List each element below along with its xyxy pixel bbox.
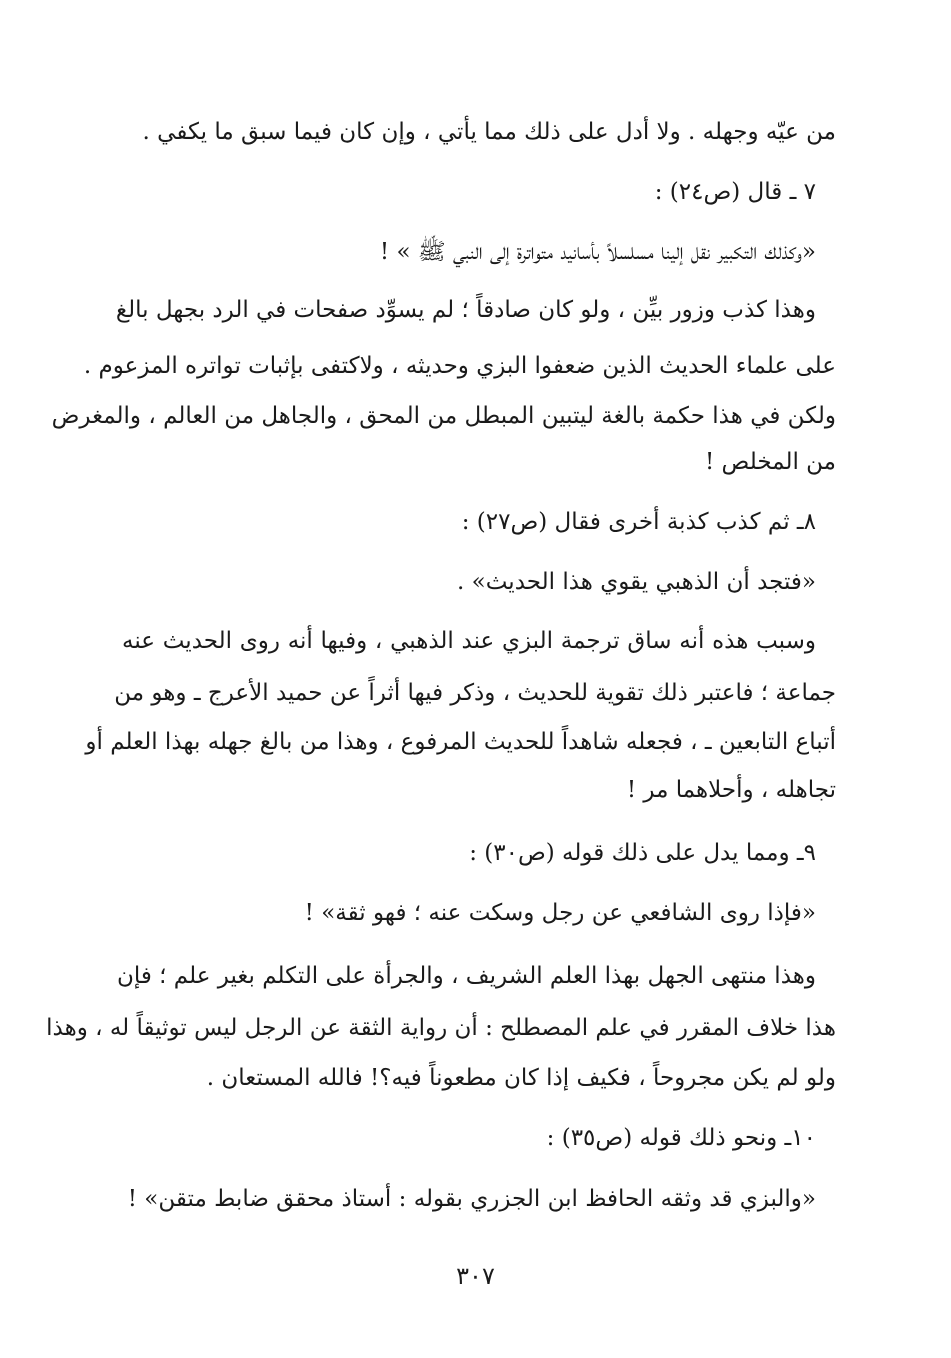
text-line-6: ولكن في هذا حكمة بالغة ليتبين المبطل من المحق ، والجاهل من العالم ، والمغرض: [51, 403, 836, 429]
text-line-11: جماعة ؛ فاعتبر ذلك تقوية للحديث ، وذكر فيها أثراً عن حميد الأعرج ـ وهو من: [114, 680, 836, 706]
section-heading-10: ١٠ـ ونحو ذلك قوله (ص٣٥) :: [546, 1125, 816, 1151]
section-heading-8: ٨ـ ثم كذب كذبة أخرى فقال (ص٢٧) :: [461, 509, 816, 535]
text-line-18: ولو لم يكن مجروحاً ، فكيف إذا كان مطعوناً فيه؟! فالله المستعان .: [206, 1065, 836, 1091]
section-heading-7: ٧ ـ قال (ص٢٤) :: [654, 179, 816, 205]
text-line-10: وسبب هذه أنه ساق ترجمة البزي عند الذهبي ، وفيها أنه روى الحديث عنه: [122, 628, 816, 654]
text-line-16: وهذا منتهى الجهل بهذا العلم الشريف ، والجرأة على التكلم بغير علم ؛ فإن: [116, 963, 816, 989]
text-line-13: تجاهله ، وأحلاهما مر !: [626, 777, 836, 803]
quote-8: «فتجد أن الذهبي يقوي هذا الحديث» .: [457, 569, 816, 595]
quote-10: «والبزي قد وثقه الحافظ ابن الجزري بقوله : أستاذ محقق ضابط متقن» !: [127, 1186, 816, 1212]
text-line-4: وهذا كذب وزور بيِّن ، ولو كان صادقاً ؛ لم يسوِّد صفحات في الرد بجهل بالغ: [115, 297, 816, 323]
text-line-5: على علماء الحديث الذين ضعفوا البزي وحديثه ، ولاكتفى بإثبات تواتره المزعوم .: [83, 353, 836, 379]
quote-7: «وكذلك التكبير نقل إلينا مسلسلاً بأسانيد متواترة إلى النبي ﷺ » !: [379, 239, 816, 265]
text-line-1: من عيّه وجهله . ولا أدل على ذلك مما يأتي ، وإن كان فيما سبق ما يكفي .: [142, 119, 836, 145]
text-line-17: هذا خلاف المقرر في علم المصطلح : أن رواية الثقة عن الرجل ليس توثيقاً له ، وهذا: [46, 1015, 836, 1041]
text-line-12: أتباع التابعين ـ ، فجعله شاهداً للحديث المرفوع ، وهذا من بالغ جهله بهذا العلم أو: [85, 729, 836, 755]
quote-9: «فإذا روى الشافعي عن رجل وسكت عنه ؛ فهو ثقة» !: [304, 900, 816, 926]
text-line-7: من المخلص !: [704, 449, 836, 475]
page-number: ٣٠٧: [456, 1262, 495, 1290]
section-heading-9: ٩ـ ومما يدل على ذلك قوله (ص٣٠) :: [469, 840, 816, 866]
